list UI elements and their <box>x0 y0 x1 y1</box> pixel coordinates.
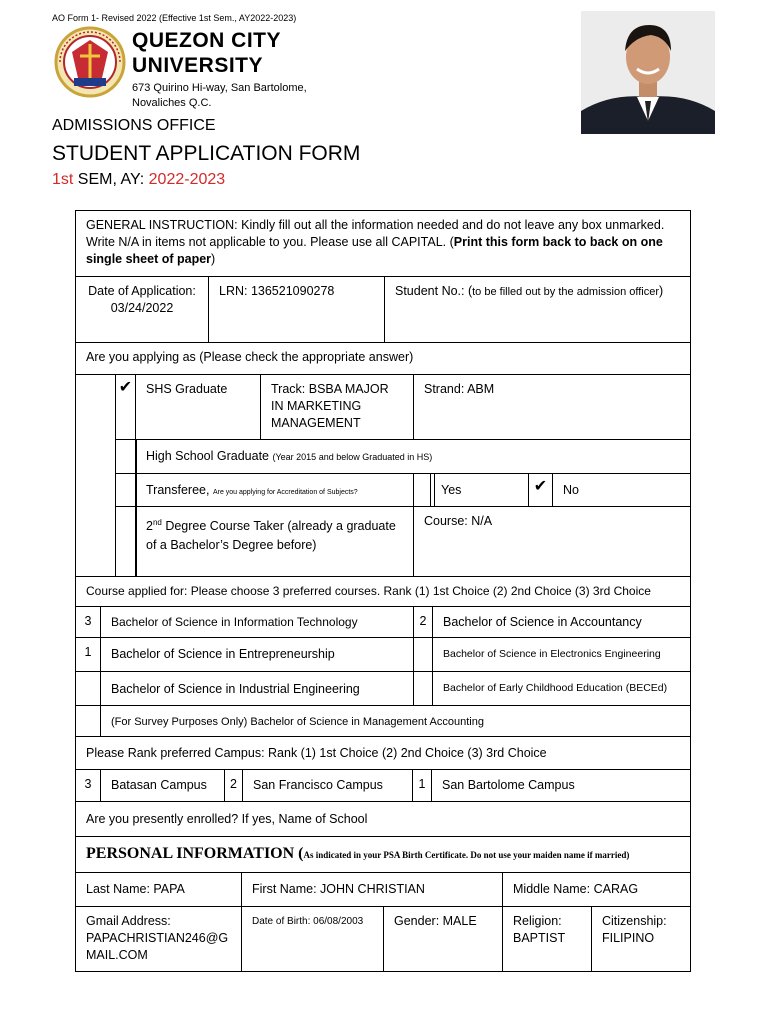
course-option-survey: (For Survey Purposes Only) Bachelor of Science in Management Accounting <box>100 705 691 737</box>
course-rank-accountancy[interactable]: 2 <box>413 606 433 638</box>
campus-option-san-francisco: San Francisco Campus <box>242 769 413 802</box>
campus-rank-san-francisco[interactable]: 2 <box>224 769 243 802</box>
campus-heading: Please Rank preferred Campus: Rank (1) 1st Choice (2) 2nd Choice (3) 3rd Choice <box>75 736 691 770</box>
course-option-accountancy: Bachelor of Science in Accountancy <box>432 606 691 638</box>
campus-rank-batasan[interactable]: 3 <box>75 769 101 802</box>
course-option-beced: Bachelor of Early Childhood Education (BECEd) <box>432 671 691 706</box>
transferee-checkbox[interactable] <box>115 473 137 507</box>
shs-graduate-label: SHS Graduate <box>135 374 261 440</box>
course-rank-entrepreneurship[interactable]: 1 <box>75 637 101 672</box>
course-rank-survey[interactable] <box>75 705 101 737</box>
course-rank-beced[interactable] <box>413 671 433 706</box>
accreditation-yes-label: Yes <box>430 473 529 507</box>
general-instruction: GENERAL INSTRUCTION: Kindly fill out all the information needed and do not leave any box unmarked. Write N/A in items not applicable to you. Please use all CAPITAL. (Print this form back to back on one single sheet of paper) <box>75 210 691 277</box>
course-rank-it[interactable]: 3 <box>75 606 101 638</box>
second-degree-label: 2nd Degree Course Taker (already a graduate of a Bachelor’s Degree before) <box>135 506 414 577</box>
hs-graduate-checkbox[interactable] <box>115 439 137 474</box>
date-of-birth-field[interactable]: Date of Birth: 06/08/2003 <box>241 906 384 972</box>
transferee-label: Transferee, Are you applying for Accreditation of Subjects? <box>135 473 414 507</box>
shs-graduate-checkbox[interactable]: ✔ <box>115 374 136 440</box>
course-option-entrepreneurship: Bachelor of Science in Entrepreneurship <box>100 637 414 672</box>
middle-name-field[interactable]: Middle Name: CARAG <box>502 872 691 907</box>
applying-as-question: Are you applying as (Please check the appropriate answer) <box>75 342 691 375</box>
citizenship-field[interactable]: Citizenship: FILIPINO <box>591 906 691 972</box>
course-rank-industrial[interactable] <box>75 671 101 706</box>
course-field[interactable]: Course: N/A <box>413 506 691 577</box>
personal-info-heading: PERSONAL INFORMATION (As indicated in your PSA Birth Certificate. Do not use your maiden name if married) <box>75 836 691 873</box>
student-number-field[interactable]: Student No.: (to be filled out by the admission officer) <box>384 276 691 343</box>
office-title: ADMISSIONS OFFICE <box>52 117 216 134</box>
hs-graduate-label: High School Graduate (Year 2015 and below Graduated in HS) <box>135 439 691 474</box>
gender-field[interactable]: Gender: MALE <box>383 906 503 972</box>
last-name-field[interactable]: Last Name: PAPA <box>75 872 242 907</box>
track-field[interactable]: Track: BSBA MAJOR IN MARKETING MANAGEMENT <box>260 374 414 440</box>
course-option-it: Bachelor of Science in Information Technology <box>100 606 414 638</box>
strand-field[interactable]: Strand: ABM <box>413 374 691 440</box>
second-degree-checkbox[interactable] <box>115 506 137 577</box>
course-option-electronics: Bachelor of Science in Electronics Engineering <box>432 637 691 672</box>
campus-option-san-bartolome: San Bartolome Campus <box>431 769 691 802</box>
course-rank-electronics[interactable] <box>413 637 433 672</box>
gmail-field[interactable]: Gmail Address: PAPACHRISTIAN246@GMAIL.COM <box>75 906 242 972</box>
course-option-industrial: Bachelor of Science in Industrial Engineering <box>100 671 414 706</box>
presently-enrolled-field[interactable]: Are you presently enrolled? If yes, Name of School <box>75 801 691 837</box>
applicant-photo <box>581 11 715 134</box>
campus-option-batasan: Batasan Campus <box>100 769 225 802</box>
university-seal-logo <box>52 26 128 98</box>
campus-rank-san-bartolome[interactable]: 1 <box>412 769 432 802</box>
university-name: QUEZON CITY UNIVERSITY <box>132 29 282 77</box>
religion-field[interactable]: Religion: BAPTIST <box>502 906 592 972</box>
first-name-field[interactable]: First Name: JOHN CHRISTIAN <box>241 872 503 907</box>
accreditation-no-checkbox[interactable]: ✔ <box>528 473 553 507</box>
university-address: 673 Quirino Hi-way, San Bartolome, Novaliches Q.C. <box>132 82 307 109</box>
accreditation-no-label: No <box>552 473 691 507</box>
lrn-field[interactable]: LRN: 136521090278 <box>208 276 385 343</box>
date-of-application: Date of Application: 03/24/2022 <box>75 276 209 343</box>
applying-as-margin <box>75 374 116 577</box>
form-title: STUDENT APPLICATION FORM <box>52 142 361 165</box>
form-reference: AO Form 1- Revised 2022 (Effective 1st Sem., AY2022-2023) <box>52 13 297 23</box>
semester-line: 1st SEM, AY: 2022-2023 <box>52 171 226 188</box>
course-heading: Course applied for: Please choose 3 preferred courses. Rank (1) 1st Choice (2) 2nd Choice (3) 3rd Choice <box>75 576 691 607</box>
